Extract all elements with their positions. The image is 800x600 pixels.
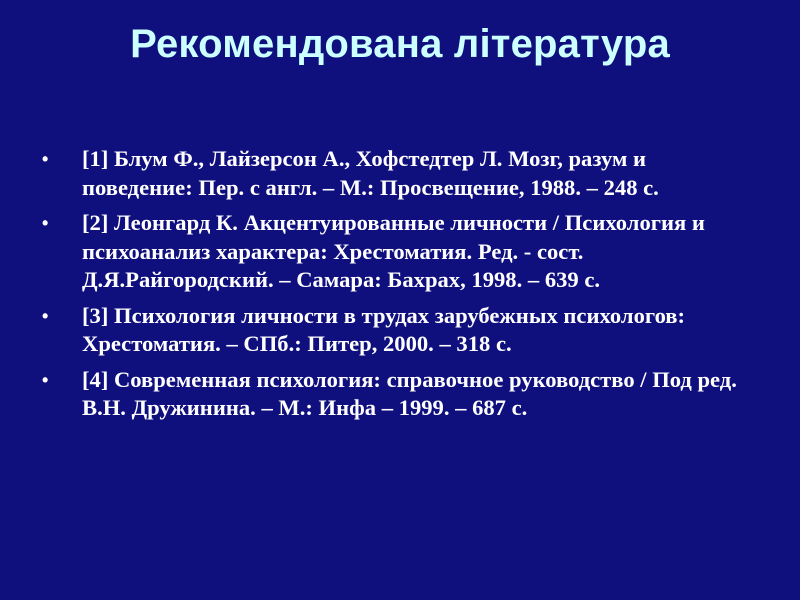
reference-text: [1] Блум Ф., Лайзерсон А., Хофстедтер Л. Мозг, разум и поведение: Пер. с англ. – М.: Просвещение, 1988. – 248 с. (82, 146, 659, 200)
slide-title: Рекомендована література (130, 22, 670, 66)
bullet-icon: • (42, 369, 49, 390)
bullet-icon: • (42, 149, 49, 169)
list-item (42, 209, 762, 295)
list-item (42, 366, 762, 423)
list-item (42, 302, 762, 359)
reference-text: [2] Леонгард К. Акцентуированные личности / Психология и психоанализ характера: Хрестоматия. Ред. - сост. Д.Я.Райгородский. – Самара: Бахрах, 1998. – 639 с. (82, 210, 705, 292)
list-item (42, 145, 762, 202)
references-list (42, 145, 762, 430)
reference-text: [3] Психология личности в трудах зарубежных психологов: Хрестоматия. – СПб.: Питер, 2000. – 318 с. (82, 302, 686, 356)
bullet-icon: • (42, 305, 49, 326)
bullet-icon: • (42, 213, 49, 233)
reference-text: [4] Современная психология: справочное руководство / Под ред. В.Н. Дружинина. – М.: Инфа – 1999. – 687 с. (82, 366, 737, 420)
